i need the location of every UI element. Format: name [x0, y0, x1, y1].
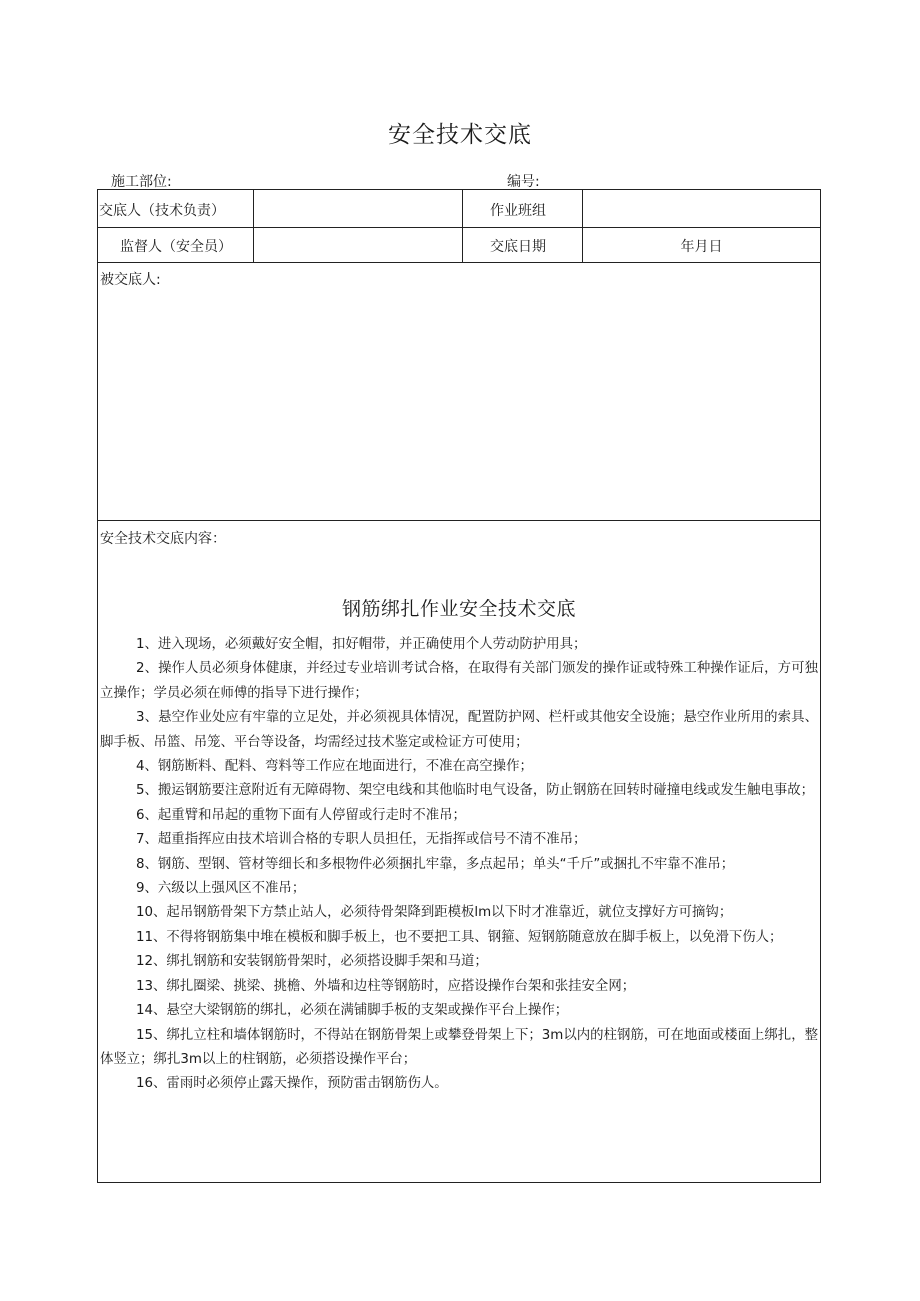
list-item: 9、六级以上强风区不准吊； [136, 881, 306, 897]
team-label: 作业班组 [490, 203, 546, 219]
column-divider [462, 190, 463, 262]
list-item: 10、起吊钢筋骨架下方禁止站人，必须待骨架降到距模板lm以下时才准靠近，就位支撑好方可摘钩； [136, 905, 733, 921]
list-item: 13、绑扎圈梁、挑梁、挑檐、外墙和边柱等钢筋时，应搭设操作台架和张挂安全网； [136, 978, 636, 994]
briefing-form [97, 189, 821, 1183]
briefer-label: 交底人（技术负责） [99, 203, 225, 219]
row-divider [98, 262, 820, 263]
supervisor-label: 监督人（安全员） [120, 239, 232, 255]
safety-items-list [100, 633, 818, 1097]
list-item: 1、进入现场，必须戴好安全帽，扣好帽带，并正确使用个人劳动防护用具； [136, 637, 587, 652]
date-field[interactable]: 年月日 [680, 239, 723, 255]
number-label: 编号: [507, 174, 540, 190]
content-title: 钢筋绑扎作业安全技术交底 [341, 598, 576, 620]
construction-site-label: 施工部位: [111, 174, 172, 190]
document-title: 安全技术交底 [388, 122, 532, 148]
list-item: 5、搬运钢筋要注意附近有无障碍物、架空电线和其他临时电气设备，防止钢筋在回转时碰撞电线或发生触电事故； [136, 783, 815, 799]
list-item: 6、起重臂和吊起的重物下面有人停留或行走时不准吊； [136, 807, 466, 823]
column-divider [253, 190, 254, 262]
list-item: 8、钢筋、型钢、管材等细长和多根物件必须捆扎牢靠，多点起吊；单头“千斤”或捆扎不牢靠不准吊； [136, 856, 735, 872]
list-item: 4、钢筋断料、配料、弯料等工作应在地面进行，不准在高空操作； [136, 759, 533, 775]
row-divider [98, 227, 820, 228]
date-label: 交底日期 [490, 239, 546, 255]
content-label: 安全技术交底内容： [100, 531, 226, 547]
list-item: 7、超重指挥应由技术培训合格的专职人员担任，无指挥或信号不清不准吊； [136, 832, 587, 848]
list-item: 14、悬空大梁钢筋的绑扎，必须在满铺脚手板的支架或操作平台上操作； [136, 1003, 569, 1019]
list-item: 16、雷雨时必须停止露天操作，预防雷击钢筋伤人。 [136, 1076, 448, 1092]
list-item: 15、绑扎立柱和墙体钢筋时，不得站在钢筋骨架上或攀登骨架上下；3m以内的柱钢筋，可在地面或楼面上绑扎，整体竖立；绑扎3m以上的柱钢筋，必须搭设操作平台； [100, 1027, 818, 1067]
list-item: 3、悬空作业处应有牢靠的立足处，并必须视具体情况，配置防护网、栏杆或其他安全设施；悬空作业所用的索具、脚手板、吊篮、吊笼、平台等设备，均需经过技术鉴定或检证方可使用； [100, 710, 818, 750]
row-divider [98, 520, 820, 521]
list-item: 2、操作人员必须身体健康，并经过专业培训考试合格，在取得有关部门颁发的操作证或特殊工种操作证后，方可独立操作；学员必须在师傅的指导下进行操作； [100, 661, 818, 701]
list-item: 11、不得将钢筋集中堆在模板和脚手板上，也不要把工具、钢箍、短钢筋随意放在脚手板上，以免滑下伤人； [136, 929, 783, 945]
recipients-label: 被交底人: [100, 272, 161, 288]
list-item: 12、绑扎钢筋和安装钢筋骨架时，必须搭设脚手架和马道； [136, 954, 488, 970]
